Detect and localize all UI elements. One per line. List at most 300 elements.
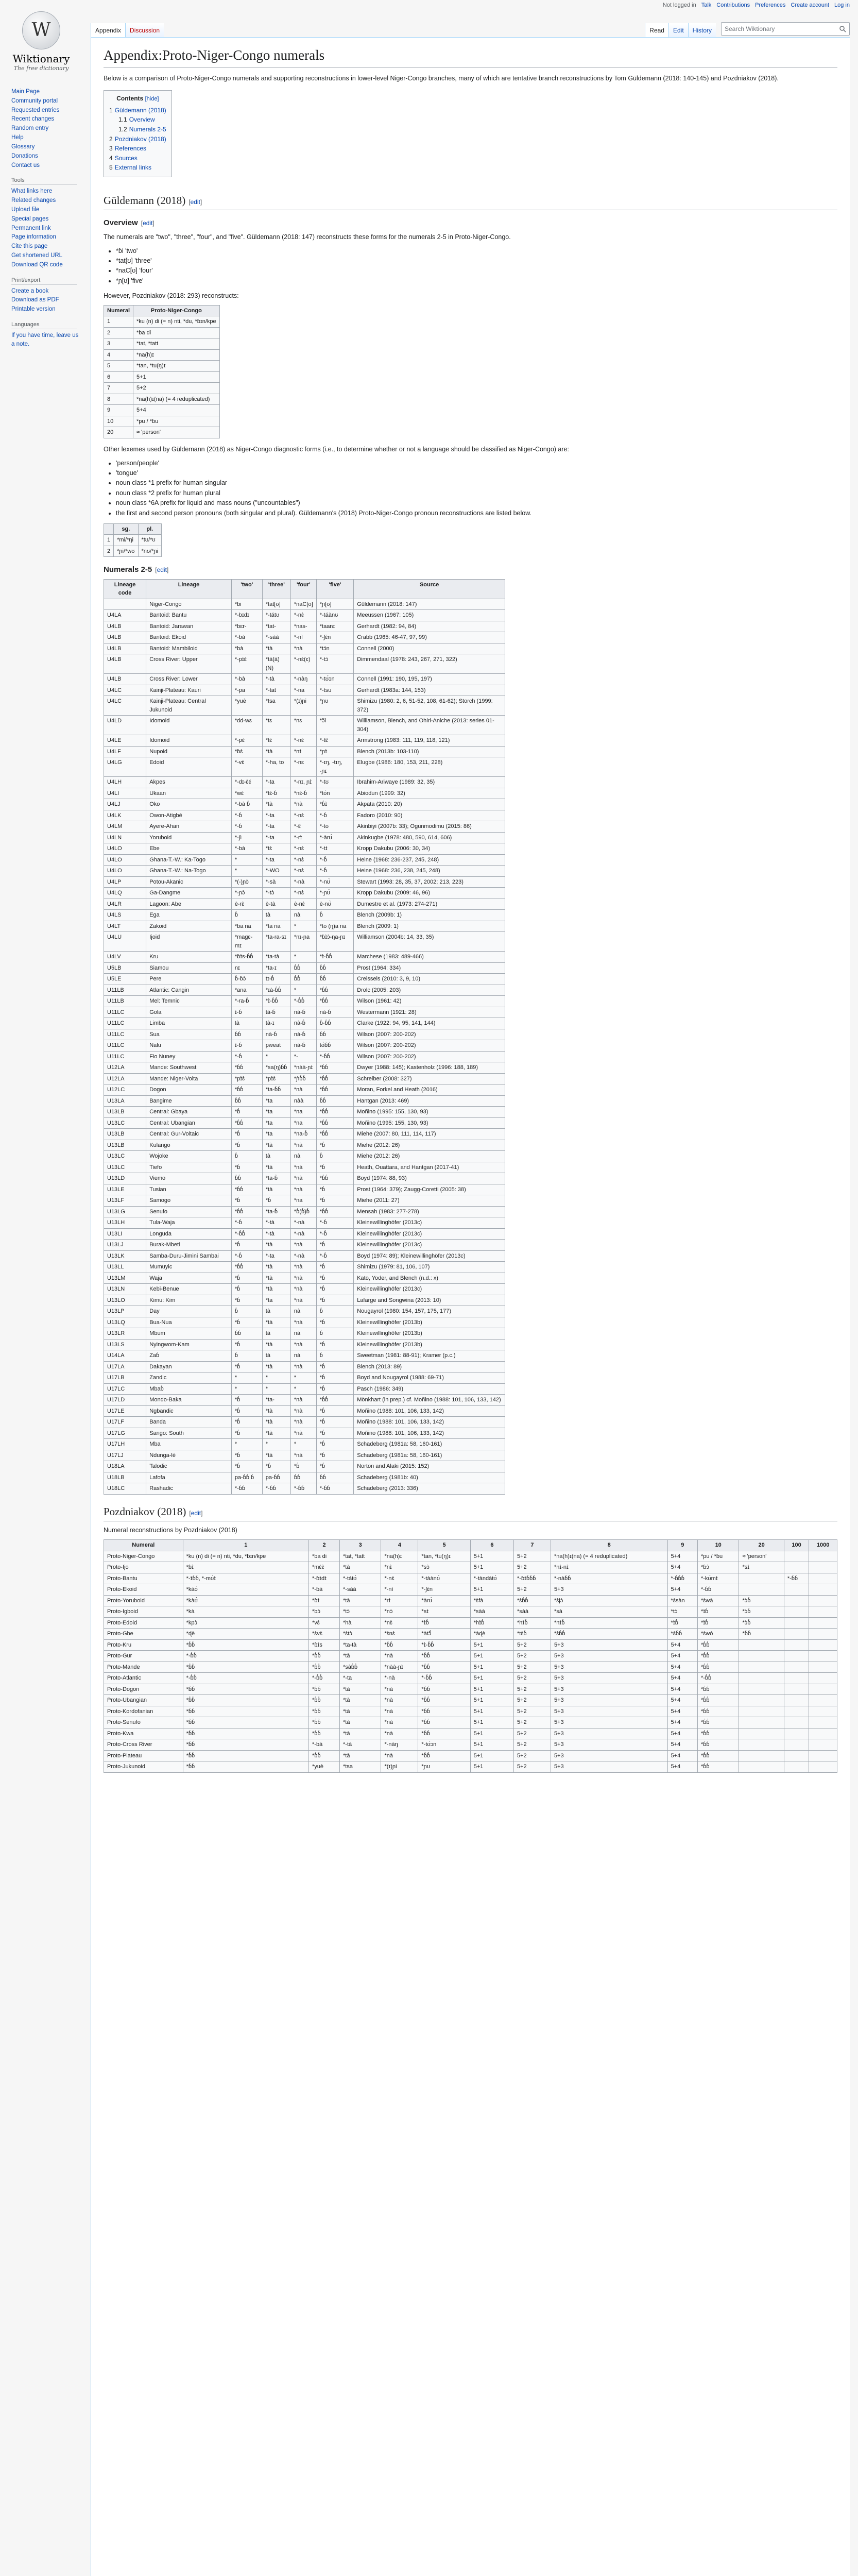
table-cell: *ɓ̀ (316, 1339, 353, 1350)
table-cell: nà (290, 910, 316, 921)
table-cell: *ɓ̀ɓ̀ (309, 1706, 340, 1717)
toc-link[interactable]: Sources (114, 154, 138, 162)
table-cell: U4LR (104, 899, 146, 910)
table-cell: Nupoid (146, 746, 232, 757)
table-cell: *tà (262, 1317, 290, 1328)
table-cell: Proto-Cross River (104, 1739, 183, 1751)
table-cell: *ɛ̀wó (697, 1629, 739, 1640)
table-cell: *-ɓ̀ɓ̀ (231, 1228, 262, 1240)
table-cell: *ɛ̀sàn (667, 1595, 697, 1606)
site-logo[interactable] (0, 0, 82, 82)
sidebar-print-link[interactable]: Create a book (11, 287, 49, 294)
table-cell: *tà (262, 1162, 290, 1173)
edit-section-link: [edit] (155, 566, 169, 574)
table-cell: *-ɓ̀ɓ̀ (316, 1483, 353, 1495)
table-cell: Limba (146, 1018, 232, 1029)
table-row (104, 985, 505, 996)
table-cell: Akpes (146, 777, 232, 788)
table-cell: 5+4 (667, 1651, 697, 1662)
table-row (104, 1372, 505, 1384)
table-cell: U13LA (104, 1095, 146, 1107)
list-item: • 'tongue' (116, 468, 837, 478)
table-cell: *nà (290, 799, 316, 810)
table-cell: *ɪ̀ɓ̀ (418, 1617, 470, 1629)
table-cell: *ɓ̀ɓ̀ (739, 1629, 784, 1640)
sidebar-nav-link[interactable]: Random entry (11, 125, 49, 132)
sidebar-nav-link[interactable]: Help (11, 134, 24, 141)
table-cell: U13LG (104, 1206, 146, 1217)
sidebar-tool-link[interactable]: Upload file (11, 206, 40, 213)
table-cell: Wilson (1961: 42) (354, 996, 505, 1007)
table-cell: *ɓi (231, 599, 262, 610)
table-cell: *ɓɪ̀s-ɓ̀ɓ̀ (231, 952, 262, 963)
table-cell: *nà (290, 1184, 316, 1195)
table-cell: ≈ 'person' (133, 427, 220, 438)
table-cell: *nà (290, 1450, 316, 1461)
sidebar-print-link[interactable]: Printable version (11, 306, 56, 313)
table-cell: U4LJ (104, 799, 146, 810)
table-cell: U17LA (104, 1361, 146, 1372)
table-row (104, 632, 505, 643)
table-row (104, 1383, 505, 1395)
table-cell: tʊ̀ɓ̀ɓ̀ (316, 1040, 353, 1052)
table-cell: *-nɛ̀ (290, 735, 316, 747)
table-cell: *mɛ̀ɛ̀ (309, 1562, 340, 1573)
table-cell: Viemo (146, 1173, 232, 1184)
table-cell: Proto-Dogon (104, 1684, 183, 1695)
table-cell: U4LS (104, 910, 146, 921)
site-tagline: The free dictionary (13, 64, 69, 72)
table-row (104, 1250, 505, 1262)
table-cell: 7 (104, 383, 133, 394)
table-cell: Nyingwom-Kam (146, 1339, 232, 1350)
table-row (104, 1317, 505, 1328)
table-cell: *tà (262, 643, 290, 654)
table-cell: U11LC (104, 1007, 146, 1018)
table-cell: Sango: South (146, 1428, 232, 1439)
table-cell: 5+3 (551, 1717, 667, 1728)
table-cell: *tà (262, 1240, 290, 1251)
table-cell: *tà (262, 1417, 290, 1428)
table-cell: 5+1 (470, 1662, 513, 1673)
table-cell: Miehe (2011: 27) (354, 1195, 505, 1207)
table-cell: *pu / *ɓu (133, 416, 220, 427)
table-cell: *-tátʊ̀ (340, 1573, 381, 1584)
table-cell: U4LU (104, 932, 146, 952)
toc-title-text: Contents (116, 95, 144, 103)
personal-link[interactable]: Contributions (716, 2, 750, 8)
table-cell: *ta-ɓ̀ (262, 1173, 290, 1184)
table-cell: *tɛ̀ (262, 843, 290, 855)
tab-appendix[interactable]: Appendix (91, 23, 125, 37)
search-icon[interactable] (839, 26, 846, 32)
table-cell: Schreiber (2008: 327) (354, 1073, 505, 1084)
table-cell: *ɓ̀ɓ̀ (183, 1750, 308, 1761)
table-cell: Proto-Gur (104, 1651, 183, 1662)
table-cell: *ɪ̀-ɓ̀ɓ̀ (316, 952, 353, 963)
toc-item[interactable] (109, 134, 166, 144)
table-row (104, 1584, 837, 1596)
table-row (104, 1428, 505, 1439)
table-cell: *-ɓ̀ (316, 1228, 353, 1240)
table-cell: Nalu (146, 1040, 232, 1052)
table-cell: *ɔ̃l (316, 716, 353, 735)
table-cell: Central: Gbaya (146, 1107, 232, 1118)
sidebar-nav-link[interactable]: Community portal (11, 97, 58, 104)
table-cell: ɓ̀ɓ̀ (231, 1328, 262, 1340)
table-cell: nà-ɓ̀ (262, 1029, 290, 1040)
table-cell: *ta- (262, 1395, 290, 1406)
table-cell: *ɓ̀ɪ̀ (316, 799, 353, 810)
section-overview-heading (104, 217, 837, 229)
table-cell: Proto-Kru (104, 1639, 183, 1651)
table-cell: *nà (290, 1428, 316, 1439)
sidebar-tool-link[interactable]: Cite this page (11, 243, 48, 250)
table-cell: *-ɓ̀ɓ̀ (418, 1673, 470, 1684)
table-cell: *-kʊ̀mɪ̀ (697, 1573, 739, 1584)
table-cell: è-nʊ̀ (316, 899, 353, 910)
table-row (104, 1728, 837, 1739)
table-cell: *ɓ̀ɓ̀ (231, 1184, 262, 1195)
toc-link[interactable]: Overview (129, 116, 155, 124)
table-cell: Samba-Duru-Jimini Sambai (146, 1250, 232, 1262)
table-cell (784, 1629, 809, 1640)
sidebar-tool-link[interactable]: Permanent link (11, 225, 51, 231)
sidebar-tool-link[interactable]: What links here (11, 188, 53, 195)
table-cell: 5+4 (667, 1695, 697, 1706)
toc-item[interactable] (109, 115, 166, 125)
table-cell: Gola (146, 1007, 232, 1018)
table-cell: Moran, Forkel and Heath (2016) (354, 1084, 505, 1096)
table-cell (784, 1551, 809, 1562)
sidebar-print-link[interactable]: Download as PDF (11, 297, 59, 303)
table-cell: *ba di (133, 327, 220, 338)
column-header: 9 (667, 1540, 697, 1551)
column-header: 4 (381, 1540, 418, 1551)
table-cell: 5+4 (133, 405, 220, 416)
table-row (104, 1107, 505, 1118)
table-cell: Blench (2009b: 1) (354, 910, 505, 921)
table-cell: Fio Nuney (146, 1051, 232, 1062)
table-cell: U13LH (104, 1217, 146, 1229)
personal-link[interactable]: Log in (834, 2, 850, 8)
table-cell: nà-ɓ̀ (290, 1018, 316, 1029)
table-cell: *ɓ̀ (316, 1295, 353, 1306)
list-item: • noun class *6A prefix for liquid and mass nouns ("uncountables") (116, 498, 837, 508)
table-cell: *(ɪ)ɲi (381, 1761, 418, 1773)
table-cell: *-ta (262, 1250, 290, 1262)
table-cell: Sua (146, 1029, 232, 1040)
table-cell: *ɓ̀ (231, 1405, 262, 1417)
table-cell: *nà (290, 1273, 316, 1284)
table-cell: *ɔ̀ɓ̀ (739, 1595, 784, 1606)
table-cell: 5+4 (667, 1584, 697, 1596)
sidebar-tool-link[interactable]: Page information (11, 234, 56, 241)
table-cell: *ɓ̀ɓ̀ (231, 1206, 262, 1217)
toc-item[interactable] (109, 106, 166, 115)
table-cell: ɓ̀ɓ̀ (231, 1029, 262, 1040)
table-cell (739, 1761, 784, 1773)
table-row (104, 1162, 505, 1173)
table-cell: *tà (262, 746, 290, 757)
tab-history[interactable]: History (688, 23, 716, 37)
table-cell: *ɓ̀ɓ̀ (183, 1728, 308, 1739)
table-cell: Proto-Mande (104, 1662, 183, 1673)
table-cell: *ɓ̀ɓ̀ (418, 1728, 470, 1739)
table-cell: *-nà (290, 1228, 316, 1240)
table-cell: Proto-Plateau (104, 1750, 183, 1761)
table-row (104, 1228, 505, 1240)
table-cell (739, 1639, 784, 1651)
column-header: 10 (697, 1540, 739, 1551)
table-cell: Mba (146, 1439, 232, 1450)
personal-link[interactable]: Preferences (755, 2, 786, 8)
table-cell: nà (290, 1350, 316, 1362)
table-cell: Ndunga-lé (146, 1450, 232, 1461)
table-cell: *ɔ̀ɓ̀ (739, 1617, 784, 1629)
personal-link[interactable]: Talk (701, 2, 712, 8)
table-cell: *-ɓɪ̀dɪ̀ (309, 1573, 340, 1584)
table-cell: Creissels (2010: 3, 9, 10) (354, 974, 505, 985)
toc-item[interactable] (109, 144, 166, 154)
sidebar-nav-link[interactable]: Main Page (11, 89, 40, 95)
table-cell: 5+2 (514, 1651, 551, 1662)
toc-link[interactable]: Güldemann (2018) (114, 106, 166, 114)
table-cell: Mande: Niger-Volta (146, 1073, 232, 1084)
toc-item[interactable] (109, 154, 166, 163)
table-cell: * (290, 1372, 316, 1384)
toc-hide-link[interactable]: [hide] (145, 96, 159, 103)
table-cell: Oko (146, 799, 232, 810)
table-cell: *tɔ̀ (340, 1606, 381, 1618)
tab-read[interactable]: Read (645, 23, 668, 37)
table-cell (739, 1684, 784, 1695)
table-cell: tà (262, 1306, 290, 1317)
table-cell: *-tɔ̀ (262, 888, 290, 899)
table-cell: U17LC (104, 1383, 146, 1395)
sidebar-tool-link[interactable]: Get shortened URL (11, 252, 63, 259)
sidebar-nav-link[interactable]: Contact us (11, 162, 40, 168)
table-cell: 5+3 (551, 1651, 667, 1662)
table-cell: ɓ̀ɓ̀ (290, 962, 316, 974)
toc-link[interactable]: Numerals 2-5 (129, 125, 166, 133)
table-cell (809, 1617, 837, 1629)
table-cell: *-tà (262, 1217, 290, 1229)
table-cell: Kropp Dakubu (2006: 30, 34) (354, 843, 505, 855)
table-cell: U18LC (104, 1483, 146, 1495)
table-cell: *ɓ̀ (290, 1461, 316, 1472)
table-cell: *pu / *ɓu (697, 1551, 739, 1562)
table-row (104, 757, 505, 777)
table-cell: U4LB (104, 643, 146, 654)
table-cell: *ɓ̀ɓ̀ (418, 1750, 470, 1761)
table-cell: *ta-ɪ (262, 962, 290, 974)
table-row (104, 777, 505, 788)
table-cell: Miehe (2012: 26) (354, 1140, 505, 1151)
column-header: 'three' (262, 579, 290, 599)
toc-link[interactable]: Pozdniakov (2018) (114, 135, 166, 143)
sidebar-nav-link[interactable]: Requested entries (11, 107, 60, 113)
table-cell: 5+1 (470, 1761, 513, 1773)
table-cell: *ɓɪ̀s (309, 1639, 340, 1651)
table-cell: Kleinewillinghöfer (2013c) (354, 1284, 505, 1295)
languages-note-link[interactable]: If you have time, leave us a note. (11, 332, 79, 348)
table-row (104, 1217, 505, 1229)
table-cell: nà (290, 1151, 316, 1162)
view-tabs (645, 22, 850, 37)
table-cell: *-ɓɪ̀ɓ̀ɓ̀ɓ̀ (514, 1573, 551, 1584)
table-cell: *-tsu (316, 685, 353, 696)
table-cell: *-sà (262, 876, 290, 888)
table-cell: *ɖè (183, 1629, 308, 1640)
table-cell (809, 1673, 837, 1684)
table-cell: U13LK (104, 1250, 146, 1262)
table-cell: *ɓ̀ɓ̀ (183, 1695, 308, 1706)
sidebar-tool-link[interactable]: Related changes (11, 197, 56, 204)
table-cell: *ɓ̀ (316, 1184, 353, 1195)
table-cell: Williamson, Blench, and Ohiri-Aniche (2013: series 01-304) (354, 716, 505, 735)
table-cell: 1 (104, 316, 133, 328)
table-cell: *-ɓ̀ɓ̀ (231, 1483, 262, 1495)
table-cell: 5+4 (667, 1684, 697, 1695)
main-content (91, 37, 850, 2576)
table-cell: U13LL (104, 1262, 146, 1273)
table-cell: pa-ɓ̀ɓ̀ (262, 1472, 290, 1483)
table-cell: *ɓɪ̀ (183, 1562, 308, 1573)
table-cell: *ɲʊ (418, 1761, 470, 1773)
section-guldemann-heading (104, 193, 837, 211)
table-cell: Pasch (1986: 349) (354, 1383, 505, 1395)
table-cell: Moñino (1995: 155, 130, 93) (354, 1107, 505, 1118)
toc-item[interactable] (109, 125, 166, 134)
table-cell: Senufo (146, 1206, 232, 1217)
table-cell (784, 1639, 809, 1651)
toc-item[interactable] (109, 163, 166, 173)
table-cell: Proto-Ekoid (104, 1584, 183, 1596)
table-cell: Miehe (2012: 26) (354, 1151, 505, 1162)
table-cell: 5+2 (133, 383, 220, 394)
table-cell: *ɓ̀ (231, 1317, 262, 1328)
table-cell: U17LG (104, 1428, 146, 1439)
table-cell: 2 (104, 327, 133, 338)
table-cell: *-tɔ́ (316, 654, 353, 674)
sidebar-nav-link[interactable]: Glossary (11, 143, 35, 150)
table-cell: Ghana-T.-W.: Na-Togo (146, 866, 232, 877)
table-cell: *-bà (231, 674, 262, 685)
guldemann-numerals-table (104, 579, 505, 1495)
table-cell: ≈ 'person' (739, 1551, 784, 1562)
table-cell: U4LC (104, 685, 146, 696)
toc-link[interactable]: References (114, 145, 147, 152)
table-cell: *-ha, to (262, 757, 290, 777)
table-cell: *nɔ̀ (381, 1606, 418, 1618)
table-cell: Longuda (146, 1228, 232, 1240)
table-cell: Moñino (1995: 155, 130, 93) (354, 1117, 505, 1129)
table-row (104, 1129, 505, 1140)
edit-section-link: [edit] (141, 219, 155, 227)
table-cell: * (290, 985, 316, 996)
table-row (104, 1417, 505, 1428)
table-cell: *-ɓ̀ (316, 810, 353, 821)
table-cell: 5+1 (470, 1684, 513, 1695)
table-cell: Crabb (1965: 46-47, 97, 99) (354, 632, 505, 643)
section-numerals-title: Numerals 2-5 (104, 565, 152, 574)
tab-discussion[interactable]: Discussion (125, 23, 164, 37)
table-cell: U13LB (104, 1140, 146, 1151)
toc-link[interactable]: External links (114, 164, 152, 172)
table-cell: ɓ̀ɓ̀ (316, 1095, 353, 1107)
table-cell: nɪ (231, 962, 262, 974)
pozdniakov-summary-table (104, 305, 220, 438)
table-cell: U4LG (104, 757, 146, 777)
table-cell: *-nɛ̀ (290, 610, 316, 621)
sidebar-tool-link[interactable]: Special pages (11, 215, 49, 222)
table-cell: *-dɪ-ɛ̀ɛ́ (231, 777, 262, 788)
table-cell: *ɓ̀ɓ̀ (183, 1706, 308, 1717)
table-cell (809, 1739, 837, 1751)
table-cell: *ɓ̀ (316, 1262, 353, 1273)
table-cell: *dd-wɛ (231, 716, 262, 735)
table-cell (739, 1706, 784, 1717)
table-cell: *ɓ̀ (316, 1439, 353, 1450)
table-cell: U11LB (104, 996, 146, 1007)
table-row (104, 685, 505, 696)
table-cell: *-ta (340, 1673, 381, 1684)
table-row (104, 821, 505, 833)
table-cell (739, 1750, 784, 1761)
table-cell: *naC[ʊ] (290, 599, 316, 610)
table-cell: *ɪ̀-ɓ̀ɓ̀ (262, 996, 290, 1007)
table-cell: Elugbe (1986: 180, 153, 211, 228) (354, 757, 505, 777)
table-cell: *-ɓ̀ (231, 810, 262, 821)
table-cell (739, 1673, 784, 1684)
table-cell: Schadeberg (2013: 336) (354, 1483, 505, 1495)
tab-edit[interactable]: Edit (668, 23, 688, 37)
table-cell: * (290, 952, 316, 963)
edit-section-link: [edit] (189, 1509, 203, 1517)
table-cell: *-jì (231, 832, 262, 843)
table-cell: *tsa (340, 1761, 381, 1773)
table-cell: *tà (340, 1651, 381, 1662)
table-cell: 3 (104, 338, 133, 350)
table-cell: *tɛ̀-ɓ̀ (262, 788, 290, 799)
sidebar-nav-link[interactable]: Donations (11, 152, 38, 159)
search-input[interactable] (721, 22, 850, 36)
table-cell: 5+4 (667, 1551, 697, 1562)
table-cell: *-ɛ̃ (290, 821, 316, 833)
table-cell: Kebi-Benue (146, 1284, 232, 1295)
sidebar-print (11, 277, 82, 314)
table-cell: *-nɛ̀ (290, 843, 316, 855)
table-cell: *-ta (262, 821, 290, 833)
table-row (104, 952, 505, 963)
table-cell: *-ɓ̀ɓ̀ɓ̀ (667, 1573, 697, 1584)
table-cell: *ɓɔ̀ (697, 1562, 739, 1573)
table-cell: *sɪ̀ (739, 1562, 784, 1573)
sidebar-tool-link[interactable]: Download QR code (11, 261, 63, 268)
table-cell (809, 1639, 837, 1651)
table-cell (784, 1684, 809, 1695)
table-cell: tà-ɪ (262, 1018, 290, 1029)
table-cell: Heine (1968: 236, 238, 245, 248) (354, 866, 505, 877)
table-cell: *ɓɛ̀ (231, 746, 262, 757)
table-cell: *nàà-ɲɪ̀ (290, 1062, 316, 1074)
table-cell: *ta-tà (340, 1639, 381, 1651)
sidebar-nav-link[interactable]: Recent changes (11, 116, 55, 123)
table-cell: 5+4 (667, 1706, 697, 1717)
personal-link[interactable]: Create account (791, 2, 830, 8)
table-cell: Kainji-Plateau: Central Jukunoid (146, 696, 232, 716)
